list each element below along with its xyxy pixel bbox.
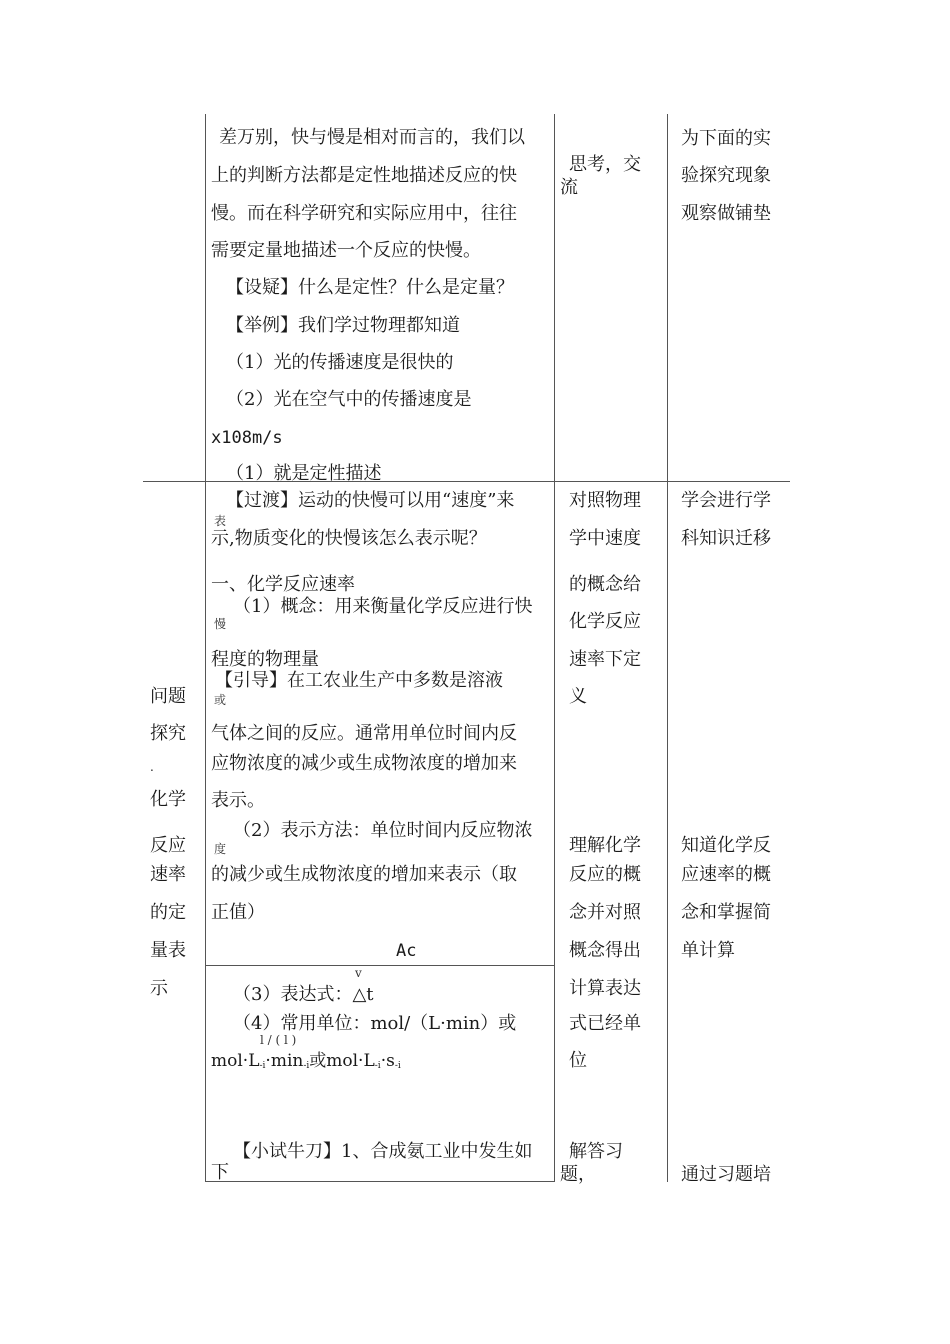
content-line: 【设疑】什么是定性？什么是定量？ (226, 277, 514, 298)
expression-text: （3）表达式：△t (233, 984, 374, 1005)
stage-label-line: . (150, 760, 154, 774)
student-activity-line: 思考，交 (569, 154, 641, 175)
student-activity-line: 式已经单 (569, 1013, 641, 1034)
student-activity-line: 的概念给 (569, 574, 641, 595)
student-activity-line: 念并对照 (569, 902, 641, 923)
units-text: （4）常用单位：mol/（L·min）或 (233, 1013, 517, 1034)
intent-line: 验探究现象 (681, 165, 771, 186)
clipped-char: 或 (214, 693, 227, 707)
method-text: 正值） (211, 902, 265, 923)
stage-label-line: 反应 (150, 835, 186, 856)
student-activity-line: 理解化学 (569, 835, 641, 856)
method-text: （2）表示方法：单位时间内反应物浓 (233, 820, 533, 841)
units-part: ·min (265, 1051, 304, 1071)
student-activity-line: 化学反应 (569, 611, 641, 632)
method-text: 的减少或生成物浓度的增加来表示（取 (211, 864, 517, 885)
stage-label-line: 的定 (150, 902, 186, 923)
intent-line: 念和掌握简 (681, 902, 771, 923)
intent-line: 应速率的概 (681, 864, 771, 885)
stage-label-line: 问题 (150, 686, 186, 707)
student-activity-line: 计算表达 (569, 978, 641, 999)
content-line: x108m/s (211, 428, 283, 448)
transition-text: 示,物质变化的快慢该怎么表示呢？ (211, 528, 487, 549)
superscript-minus-one: -i (374, 1061, 381, 1071)
units-part: 或mol·L (309, 1051, 375, 1071)
concept-text: （1）概念：用来衡量化学反应进行快 (233, 596, 533, 617)
superscript-minus-one: -i (303, 1061, 310, 1071)
clipped-line: l / ( l ) (260, 1033, 297, 1047)
guide-text: 【引导】在工农业生产中多数是溶液 (215, 670, 503, 691)
intent-line: 学会进行学 (681, 490, 771, 511)
clipped-char: 慢 (214, 617, 227, 631)
clipped-char: 表 (214, 514, 227, 528)
content-line: 【举例】我们学过物理都知道 (226, 315, 460, 336)
exercise-text: 下 (211, 1162, 229, 1183)
student-activity-line: 速率下定 (569, 649, 641, 670)
content-line: 上的判断方法都是定性地描述反应的快 (211, 165, 517, 186)
student-activity-line: 义 (569, 686, 587, 707)
concept-text: 程度的物理量 (211, 649, 319, 670)
table-divider-content-activity (554, 114, 555, 1182)
guide-text: 应物浓度的减少或生成物浓度的增加来 (211, 753, 517, 774)
units-part: mol·L (211, 1051, 260, 1071)
content-line: 需要定量地描述一个反应的快慢。 (211, 240, 481, 261)
stage-label-line: 速率 (150, 864, 186, 885)
student-activity-line: 解答习 (569, 1141, 623, 1162)
content-line: 慢。而在科学研究和实际应用中，往往 (211, 203, 517, 224)
intent-line: 通过习题培 (681, 1164, 771, 1185)
student-activity-line: 位 (569, 1050, 587, 1071)
student-activity-line: 题， (560, 1164, 596, 1185)
intent-line: 知道化学反 (681, 835, 771, 856)
formula-numerator: Ac (396, 941, 417, 961)
units-part: ·s (380, 1051, 395, 1071)
content-line: （2）光在空气中的传播速度是 (226, 389, 472, 410)
intent-line: 为下面的实 (681, 128, 771, 149)
student-activity-line: 概念得出 (569, 940, 641, 961)
content-line: 差万别，快与慢是相对而言的，我们以 (219, 127, 525, 148)
guide-text: 表示。 (211, 790, 265, 811)
stage-label-line: 探究 (150, 723, 186, 744)
exercise-text: 【小试牛刀】1、合成氨工业中发生如 (233, 1141, 533, 1162)
table-bottom-partial (205, 1181, 554, 1182)
units-line (211, 1051, 401, 1076)
content-line: （1）就是定性描述 (226, 463, 382, 484)
intent-line: 单计算 (681, 940, 735, 961)
student-activity-line: 反应的概 (569, 864, 641, 885)
intent-line: 观察做铺垫 (681, 203, 771, 224)
stage-label-line: 量表 (150, 940, 186, 961)
clipped-char: 度 (214, 842, 227, 856)
stage-label-line: 化学 (150, 789, 186, 810)
student-activity-line: 学中速度 (569, 528, 641, 549)
student-activity-line: 对照物理 (569, 490, 641, 511)
guide-text: 气体之间的反应。通常用单位时间内反 (211, 723, 517, 744)
superscript-minus-one: -i (394, 1061, 401, 1071)
intent-line: 科知识迁移 (681, 528, 771, 549)
superscript-minus-one: -i (259, 1061, 266, 1071)
formula-v: v (355, 966, 362, 980)
section-title: 一、化学反应速率 (211, 574, 355, 595)
table-border-left-upper (205, 114, 206, 481)
table-divider-stage-content (205, 482, 206, 1182)
stage-label-line: 示 (150, 978, 168, 999)
table-divider-activity-intent (667, 114, 668, 1182)
transition-text: 【过渡】运动的快慢可以用“速度”来 (226, 490, 515, 511)
formula-rule (205, 965, 554, 966)
student-activity-line: 流 (560, 177, 578, 198)
content-line: （1）光的传播速度是很快的 (226, 352, 454, 373)
